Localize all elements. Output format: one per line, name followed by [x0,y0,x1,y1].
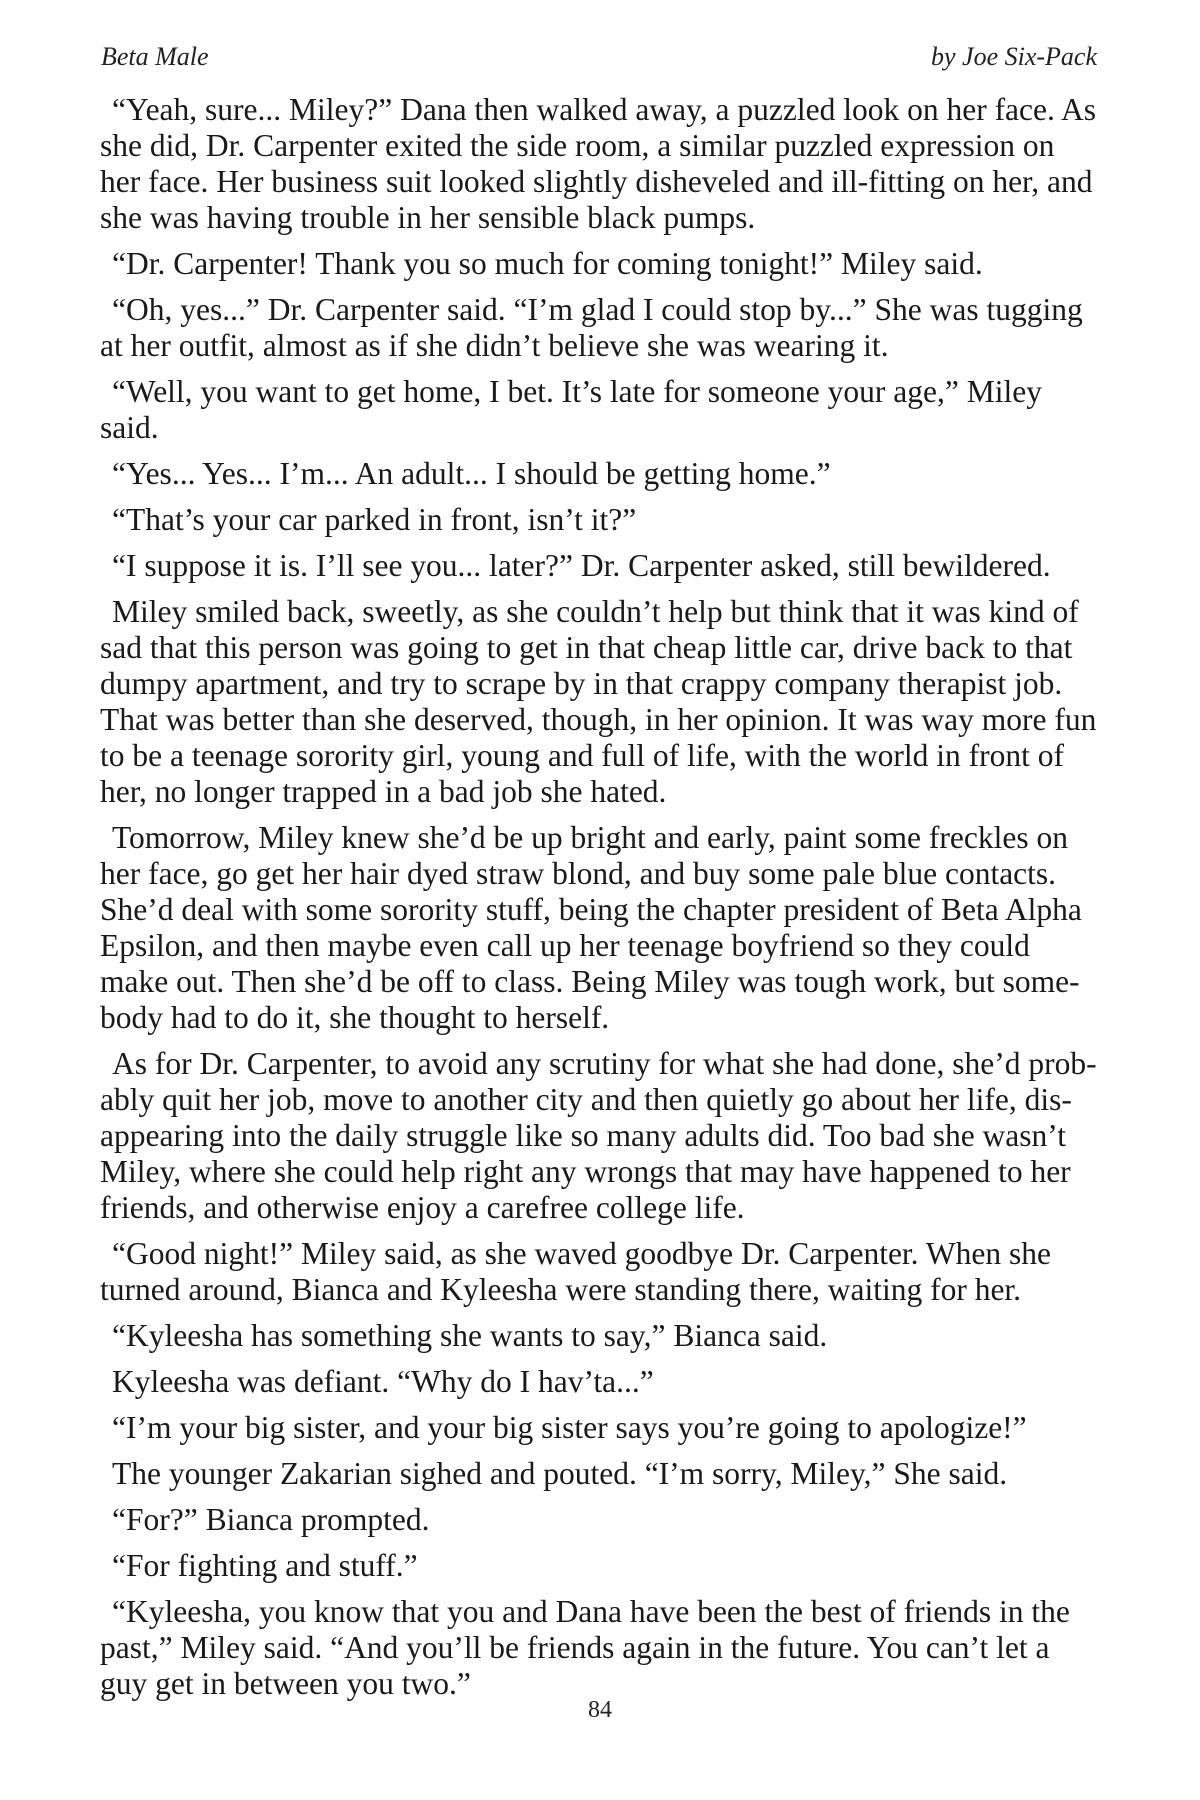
book-title: Beta Male [101,42,209,71]
paragraph: “Kyleesha, you know that you and Dana have been the best of friends in the past,” Miley said. “And you’ll be friends again in the future. You can’t let a guy get in between you two.” [100,1594,1070,1701]
paragraph: “Oh, yes...” Dr. Carpenter said. “I’m glad I could stop by...” She was tugging at her outfit, almost as if she didn’t believe she was wearing it. [100,292,1083,363]
paragraph: “That’s your car parked in front, isn’t it?” [112,502,637,537]
paragraph: As for Dr. Carpenter, to avoid any scrutiny for what she had done, she’d prob-ably quit her job, move to another city and then quietly go about her life, dis-appearing into the daily struggle like so many adults did. Too bad she wasn’t Miley, where she could help right any wrongs that may have happened to her friends, and otherwise enjoy a carefree college life. [100,1046,1097,1225]
paragraph: The younger Zakarian sighed and pouted. “I’m sorry, Miley,” She said. [112,1456,1008,1491]
paragraph: Miley smiled back, sweetly, as she couldn’t help but think that it was kind of sad that this person was going to get in that cheap little car, drive back to that dumpy apartment, and try to scrape by in that crappy company therapist job. That was better than she deserved, though, in her opinion. It was way more fun to be a teenage sorority girl, young and full of life, with the world in front of her, no longer trapped in a bad job she hated. [100,594,1097,809]
paragraph: “Dr. Carpenter! Thank you so much for coming tonight!” Miley said. [112,246,983,281]
paragraph: “I suppose it is. I’ll see you... later?” Dr. Carpenter asked, still bewildered. [112,548,1051,583]
paragraph: “Yeah, sure... Miley?” Dana then walked away, a puzzled look on her face. As she did, Dr. Carpenter exited the side room, a similar puzzled expression on her face. Her business suit looked slightly disheveled and ill-fitting on her, and she was having trouble in her sensible black pumps. [100,92,1097,235]
paragraph: “For fighting and stuff.” [112,1548,418,1583]
paragraph: “Yes... Yes... I’m... An adult... I should be getting home.” [112,456,831,491]
paragraph: “Kyleesha has something she wants to say,” Bianca said. [112,1318,828,1353]
paragraph: “Good night!” Miley said, as she waved goodbye Dr. Carpenter. When she turned around, Bianca and Kyleesha were standing there, waiting for her. [100,1236,1051,1307]
running-header [101,42,1097,82]
paragraph: “Well, you want to get home, I bet. It’s late for someone your age,” Miley said. [100,374,1042,445]
paragraph: “For?” Bianca prompted. [112,1502,430,1537]
paragraph: “I’m your big sister, and your big sister says you’re going to apologize!” [112,1410,1027,1445]
body-text [100,92,1100,1712]
paragraph: Kyleesha was defiant. “Why do I hav’ta...” [112,1364,654,1399]
author-byline: by Joe Six-Pack [930,42,1097,71]
paragraph: Tomorrow, Miley knew she’d be up bright and early, paint some freckles on her face, go get her hair dyed straw blond, and buy some pale blue contacts. She’d deal with some sorority stuff, being the chapter president of Beta Alpha Epsilon, and then maybe even call up her teenage boyfriend so they could make out. Then she’d be off to class. Being Miley was tough work, but some-body had to do it, she thought to herself. [100,820,1082,1035]
page-number: 84 [588,1697,612,1723]
